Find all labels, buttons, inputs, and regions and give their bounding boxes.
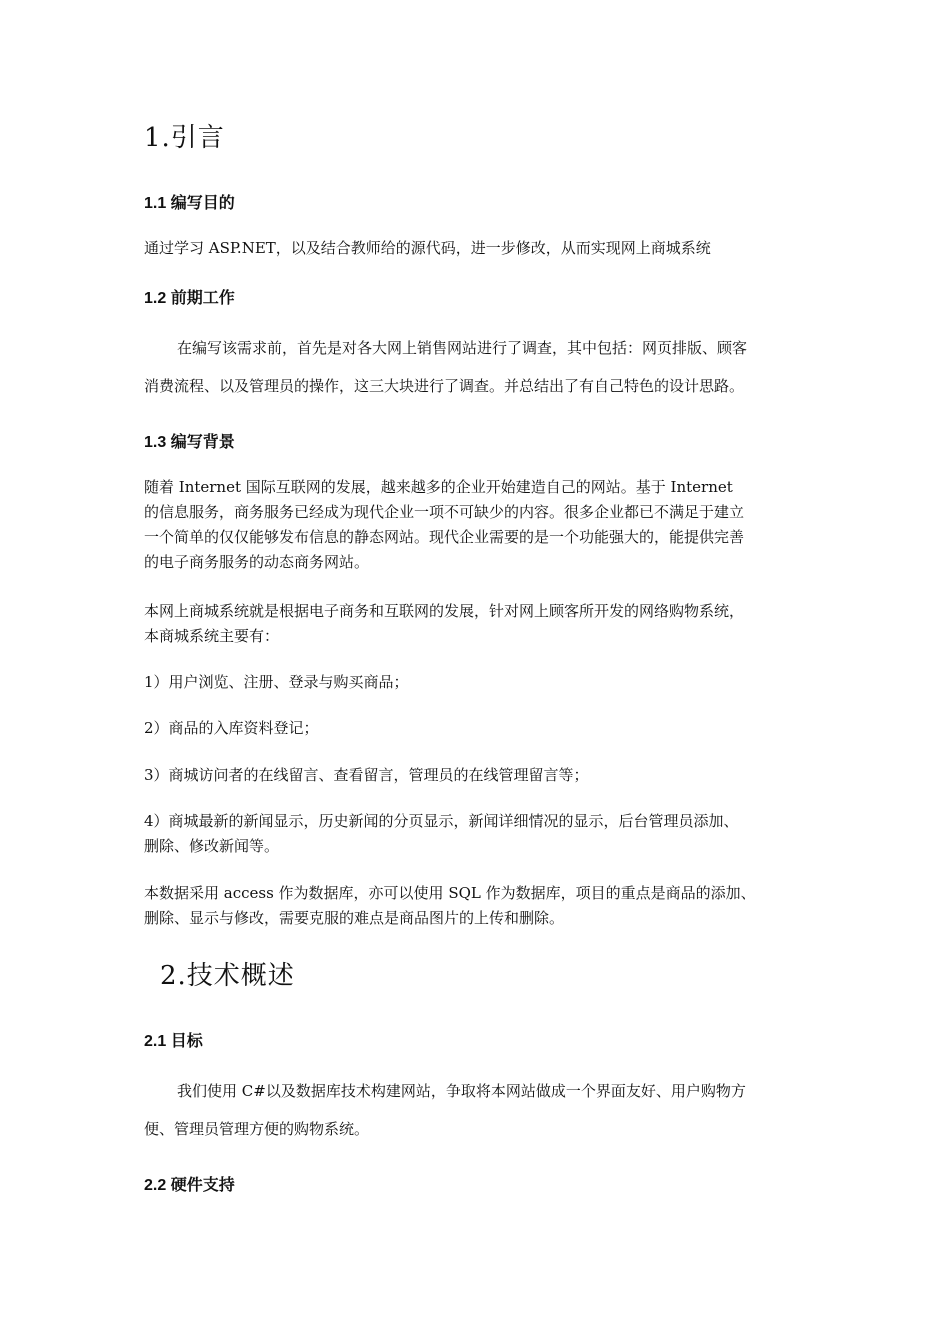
paragraph-line: 2）商品的入库资料登记； [144, 719, 319, 737]
paragraph-line: 便、管理员管理方便的购物系统。 [144, 1120, 370, 1138]
paragraph-line: 通过学习 ASP.NET，以及结合教师给的源代码，进一步修改，从而实现网上商城系统 [144, 239, 711, 257]
paragraph-line: 本网上商城系统就是根据电子商务和互联网的发展，针对网上顾客所开发的网络购物系统， [144, 602, 745, 620]
subsection-1-3-title: 1.3 编写背景 [144, 434, 235, 451]
paragraph-1-3-2 [144, 600, 824, 650]
paragraph-line: 删除、修改新闻等。 [144, 837, 280, 855]
paragraph-1-2-1 [144, 337, 824, 405]
section-2-title: 2.技术概述 [160, 961, 295, 991]
subsection-2-1-title: 2.1 目标 [144, 1033, 203, 1050]
paragraph-line: 4）商城最新的新闻显示，历史新闻的分页显示，新闻详细情况的显示，后台管理员添加、 [144, 812, 739, 830]
paragraph-line: 1）用户浏览、注册、登录与购买商品； [144, 673, 409, 691]
list-item-2 [144, 717, 824, 741]
subsection-2-2-title: 2.2 硬件支持 [144, 1177, 235, 1194]
paragraph-line: 3）商城访问者的在线留言、查看留言，管理员的在线管理留言等； [144, 766, 589, 784]
paragraph-line: 我们使用 C#以及数据库技术构建网站，争取将本网站做成一个界面友好、用户购物方 [177, 1082, 746, 1100]
subsection-1-1-title: 1.1 编写目的 [144, 195, 235, 212]
list-item-4 [144, 810, 824, 860]
paragraph-1-3-1 [144, 476, 824, 576]
list-item-3 [144, 764, 824, 788]
paragraph-1-3-3 [144, 882, 824, 932]
paragraph-line: 本商城系统主要有： [144, 627, 280, 645]
paragraph-1-1-1 [144, 237, 824, 261]
paragraph-line: 在编写该需求前，首先是对各大网上销售网站进行了调查，其中包括：网页排版、顾客 [177, 339, 748, 357]
paragraph-line: 删除、显示与修改，需要克服的难点是商品图片的上传和删除。 [144, 909, 565, 927]
paragraph-line: 的电子商务服务的动态商务网站。 [144, 553, 370, 571]
section-1-title: 1.引言 [144, 123, 225, 153]
subsection-1-2-title: 1.2 前期工作 [144, 290, 235, 307]
paragraph-line: 的信息服务，商务服务已经成为现代企业一项不可缺少的内容。很多企业都已不满足于建立 [144, 503, 745, 521]
paragraph-line: 消费流程、以及管理员的操作，这三大块进行了调查。并总结出了有自己特色的设计思路。 [144, 377, 745, 395]
list-item-1 [144, 671, 824, 695]
paragraph-line: 本数据采用 access 作为数据库，亦可以使用 SQL 作为数据库，项目的重点是商品的添加、 [144, 884, 756, 902]
paragraph-2-1-1 [144, 1080, 824, 1148]
paragraph-line: 随着 Internet 国际互联网的发展，越来越多的企业开始建造自己的网站。基于 Internet [144, 478, 733, 496]
paragraph-line: 一个简单的仅仅能够发布信息的静态网站。现代企业需要的是一个功能强大的，能提供完善 [144, 528, 745, 546]
